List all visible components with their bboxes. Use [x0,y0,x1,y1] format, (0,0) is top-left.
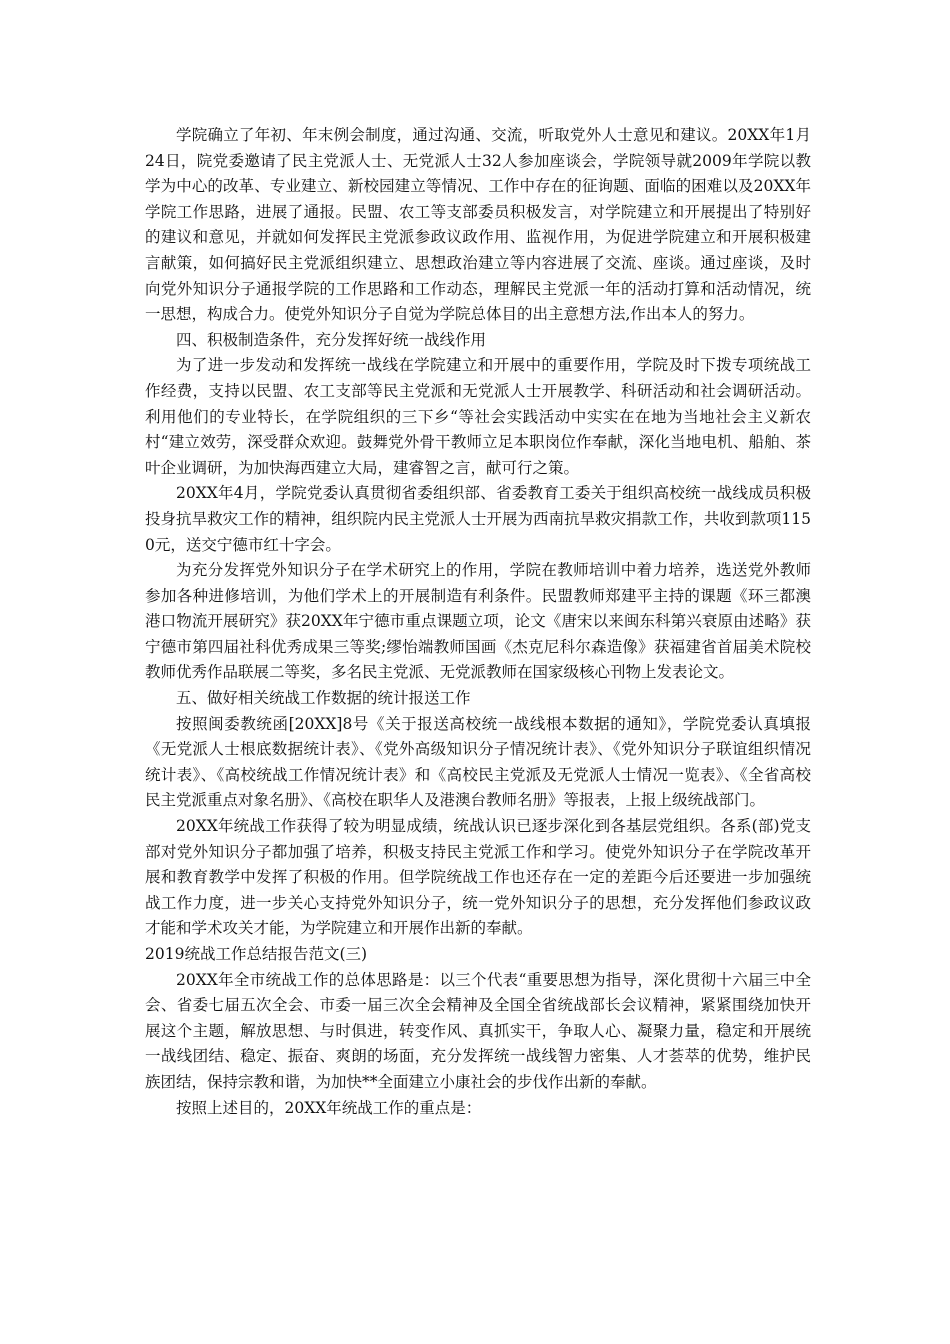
report-title: 2019统战工作总结报告范文(三) [145,945,368,963]
section-heading-4: 四、积极制造条件，充分发挥好统一战线作用 [176,330,487,349]
paragraph-funding: 为了进一步发动和发挥统一战线在学院建立和开展中的重要作用，学院及时下拨专项统战工作经费，支持以民盟、农工支部等民主党派和无党派人士开展教学、科研活动和社会调研活动。利用他们的专业特长，在学院组织的三下乡“等社会实践活动中实实在在地为当地社会主义新农村“建立效劳，深受群众欢迎。鼓舞党外骨干教师立足本职岗位作奉献，深化当地电机、船舶、茶叶企业调研，为加快海西建立大局，建睿智之言，献可行之策。 [145,356,811,477]
section-heading-5: 五、做好相关统战工作数据的统计报送工作 [176,689,471,708]
paragraph-drought-relief: 20XX年4月，学院党委认真贯彻省委组织部、省委教育工委关于组织高校统一战线成员积极投身抗旱救灾工作的精神，组织院内民主党派人士开展为西南抗旱救灾捐款工作，共收到款项1150元，送交宁德市红十字会。 [145,484,811,554]
paragraph-statistics: 按照闽委教统函[20XX]8号《关于报送高校统一战线根本数据的通知》，学院党委认真填报《无党派人士根底数据统计表》、《党外高级知识分子情况统计表》、《党外知识分子联谊组织情况统计表》、《高校统战工作情况统计表》和《高校民主党派及无党派人士情况一览表》、《全省高校民主党派重点对象名册》、《高校在职华人及港澳台教师名册》等报表，上报上级统战部门。 [145,714,811,810]
document-page [145,123,811,1121]
paragraph-seminar: 学院确立了年初、年末例会制度，通过沟通、交流，听取党外人士意见和建议。20XX年1月24日，院党委邀请了民主党派人士、无党派人士32人参加座谈会，学院领导就2009年学院以教学为中心的改革、专业建立、新校园建立等情况、工作中存在的征询题、面临的困难以及20XX年学院工作思路，进展了通报。民盟、农工等支部委员积极发言，对学院建立和开展提出了特别好的建议和意见，并就如何发挥民主党派参政议政作用、监视作用，为促进学院建立和开展积极建言献策，如何搞好民主党派组织建立、思想政治建立等内容进展了交流、座谈。通过座谈，及时向党外知识分子通报学院的工作思路和工作动态，理解民主党派一年的活动打算和活动情况，统一思想，构成合力。使党外知识分子自觉为学院总体目的出主意想方法,作出本人的努力。 [145,126,811,324]
paragraph-overall-approach: 20XX年全市统战工作的总体思路是：以三个代表“重要思想为指导，深化贯彻十六届三中全会、省委七届五次全会、市委一届三次全会精神及全国全省统战部长会议精神，紧紧围绕加快开展这个主题，解放思想、与时俱进，转变作风、真抓实干，争取人心、凝聚力量，稳定和开展统一战线团结、稳定、振奋、爽朗的场面，充分发挥统一战线智力密集、人才荟萃的优势，维护民族团结，保持宗教和谐，为加快**全面建立小康社会的步伐作出新的奉献。 [145,970,811,1091]
paragraph-key-points: 按照上述目的，20XX年统战工作的重点是： [176,1098,482,1117]
paragraph-summary: 20XX年统战工作获得了较为明显成绩，统战认识已逐步深化到各基层党组织。各系(部)党支部对党外知识分子都加强了培养，积极支持民主党派工作和学习。使党外知识分子在学院改革开展和教育教学中发挥了积极的作用。但学院统战工作也还存在一定的差距今后还要进一步加强统战工作力度，进一步关心支持党外知识分子，统一党外知识分子的思想，充分发挥他们参政议政才能和学术攻关才能，为学院建立和开展作出新的奉献。 [145,817,811,938]
paragraph-academic: 为充分发挥党外知识分子在学术研究上的作用，学院在教师培训中着力培养，选送党外教师参加各种进修培训，为他们学术上的开展制造有利条件。民盟教师郑建平主持的课题《环三都澳港口物流开展研究》获20XX年宁德市重点课题立项，论文《唐宋以来闽东科第兴衰原由述略》获宁德市第四届社科优秀成果三等奖;缪怡端教师国画《杰克尼科尔森造像》获福建省首届美术院校教师优秀作品联展二等奖，多名民主党派、无党派教师在国家级核心刊物上发表论文。 [145,561,811,682]
